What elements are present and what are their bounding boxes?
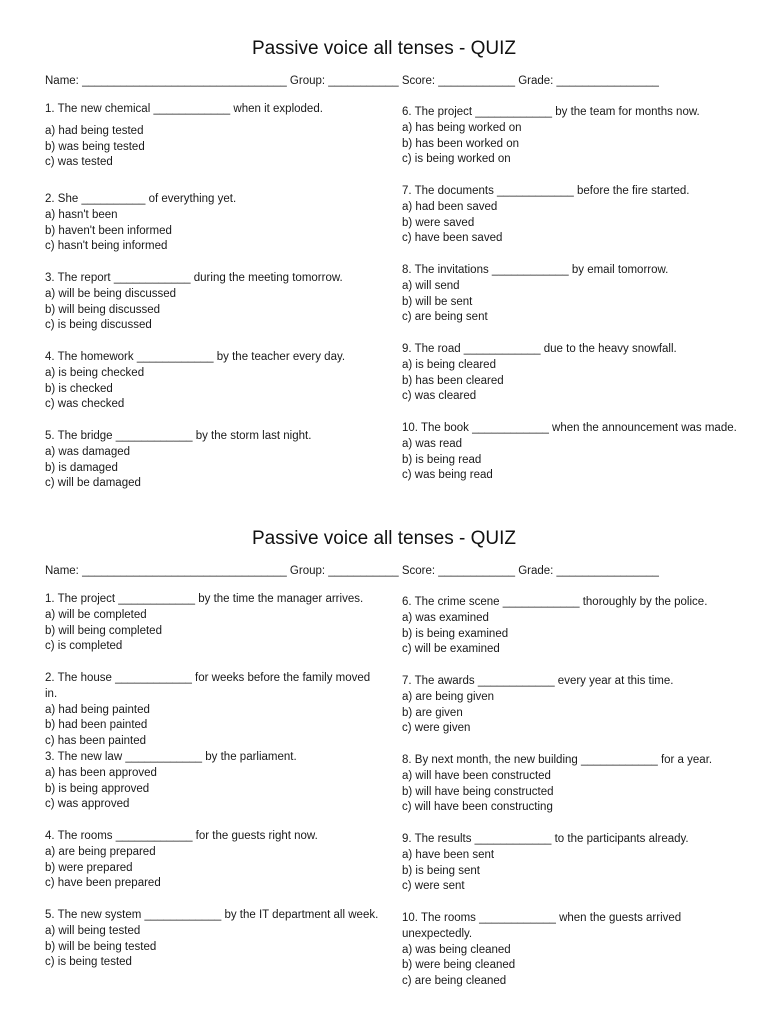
question-stem: 7. The documents ____________ before the fire started. (402, 185, 690, 197)
option-b: b) were prepared (45, 861, 133, 874)
option-b: b) will being discussed (45, 303, 161, 316)
option-c: c) will have been constructing (402, 801, 553, 814)
option-c: c) was tested (45, 156, 113, 169)
option-c: c) have been saved (402, 232, 503, 245)
question-4 (45, 829, 385, 892)
question-stem: 3. The report ____________ during the meeting tomorrow. (45, 272, 343, 284)
option-a: a) will be being discussed (45, 287, 177, 300)
option-c: c) are being cleaned (402, 975, 507, 988)
question-stem: 9. The results ____________ to the participants already. (402, 833, 689, 845)
question-stem: 1. The new chemical ____________ when it exploded. (45, 103, 323, 115)
question-stem: 4. The rooms ____________ for the guests right now. (45, 830, 318, 842)
option-c: c) were given (402, 722, 471, 735)
option-b: b) has been cleared (402, 374, 504, 387)
question-stem: 10. The book ____________ when the announcement was made. (402, 422, 737, 434)
question-stem: 6. The crime scene ____________ thoroughly by the police. (402, 596, 708, 608)
option-b: b) is damaged (45, 461, 118, 474)
question-5 (45, 908, 385, 971)
option-c: c) is being tested (45, 956, 132, 969)
option-b: b) is being sent (402, 864, 480, 877)
question-stem: 3. The new law ____________ by the parliament. (45, 751, 297, 763)
question-stem: 6. The project ____________ by the team for months now. (402, 106, 700, 118)
option-b: b) is being read (402, 453, 482, 466)
option-c: c) hasn't being informed (45, 240, 168, 253)
option-b: b) will have being constructed (402, 785, 554, 798)
option-b: b) has been worked on (402, 137, 519, 150)
option-a: a) had being painted (45, 703, 150, 716)
option-a: a) have been sent (402, 848, 495, 861)
question-2 (45, 671, 385, 750)
question-6 (402, 595, 742, 658)
question-5 (45, 429, 385, 492)
option-a: a) is being cleared (402, 358, 496, 371)
option-a: a) was examined (402, 611, 489, 624)
student-info-line: Name: ________________________________ Group: ___________ Score: ____________ Grade: ________________ (45, 565, 659, 577)
option-c: c) is being discussed (45, 319, 152, 332)
option-a: a) had being tested (45, 124, 144, 137)
question-3 (45, 271, 385, 334)
question-stem: 8. The invitations ____________ by email tomorrow. (402, 264, 669, 276)
option-c: c) are being sent (402, 311, 488, 324)
option-c: c) were sent (402, 880, 465, 893)
option-c: c) will be damaged (45, 477, 141, 490)
question-9 (402, 342, 742, 405)
question-stem: 10. The rooms ____________ when the guests arrived unexpectedly. (402, 912, 682, 940)
option-a: a) has being worked on (402, 121, 522, 134)
option-c: c) was checked (45, 398, 125, 411)
option-c: c) will be examined (402, 643, 500, 656)
option-a: a) will be completed (45, 608, 147, 621)
question-7 (402, 674, 742, 737)
question-10 (402, 421, 752, 484)
question-10 (402, 911, 702, 990)
option-b: b) is being examined (402, 627, 509, 640)
question-8 (402, 753, 742, 816)
option-b: b) are given (402, 706, 463, 719)
option-c: c) have been prepared (45, 877, 161, 890)
question-4 (45, 350, 385, 413)
question-2 (45, 192, 385, 255)
question-stem: 5. The new system ____________ by the IT department all week. (45, 909, 379, 921)
option-a: a) will send (402, 279, 460, 292)
question-stem: 4. The homework ____________ by the teacher every day. (45, 351, 346, 363)
option-b: b) were being cleaned (402, 959, 516, 972)
option-c: c) was approved (45, 798, 130, 811)
option-b: b) haven't been informed (45, 224, 172, 237)
option-b: b) will be sent (402, 295, 473, 308)
option-b: b) had been painted (45, 719, 148, 732)
option-c: c) has been painted (45, 735, 147, 748)
question-1 (45, 592, 385, 655)
option-c: c) is being worked on (402, 153, 511, 166)
question-3 (45, 750, 385, 813)
question-stem: 1. The project ____________ by the time the manager arrives. (45, 593, 364, 605)
option-c: c) is completed (45, 640, 123, 653)
option-b: b) is being approved (45, 782, 150, 795)
quiz-title: Passive voice all tenses - QUIZ (252, 528, 516, 549)
option-b: b) is checked (45, 382, 113, 395)
option-b: b) will being completed (45, 624, 162, 637)
option-b: b) was being tested (45, 140, 145, 153)
option-a: a) will have been constructed (402, 769, 551, 782)
question-stem: 7. The awards ____________ every year at this time. (402, 675, 674, 687)
question-8 (402, 263, 742, 326)
question-9 (402, 832, 742, 895)
student-info-line: Name: ________________________________ Group: ___________ Score: ____________ Grade: ________________ (45, 75, 659, 87)
question-stem: 2. She __________ of everything yet. (45, 193, 237, 205)
option-a: a) had been saved (402, 200, 498, 213)
option-b: b) will be being tested (45, 940, 157, 953)
option-c: c) was cleared (402, 390, 477, 403)
option-a: a) are being given (402, 690, 495, 703)
question-stem: 5. The bridge ____________ by the storm last night. (45, 430, 312, 442)
question-stem: 9. The road ____________ due to the heavy snowfall. (402, 343, 677, 355)
option-a: a) was read (402, 437, 463, 450)
option-a: a) are being prepared (45, 845, 156, 858)
question-7 (402, 184, 742, 247)
option-a: a) will being tested (45, 924, 141, 937)
option-a: a) hasn't been (45, 208, 118, 221)
option-a: a) was being cleaned (402, 943, 511, 956)
option-c: c) was being read (402, 469, 493, 482)
question-1 (45, 102, 385, 171)
question-stem: 2. The house ____________ for weeks before the family moved in. (45, 672, 371, 700)
option-a: a) was damaged (45, 445, 131, 458)
question-stem: 8. By next month, the new building ____________ for a year. (402, 754, 713, 766)
option-a: a) has been approved (45, 766, 157, 779)
question-6 (402, 105, 742, 168)
option-a: a) is being checked (45, 366, 145, 379)
quiz-title: Passive voice all tenses - QUIZ (252, 38, 516, 59)
option-b: b) were saved (402, 216, 475, 229)
